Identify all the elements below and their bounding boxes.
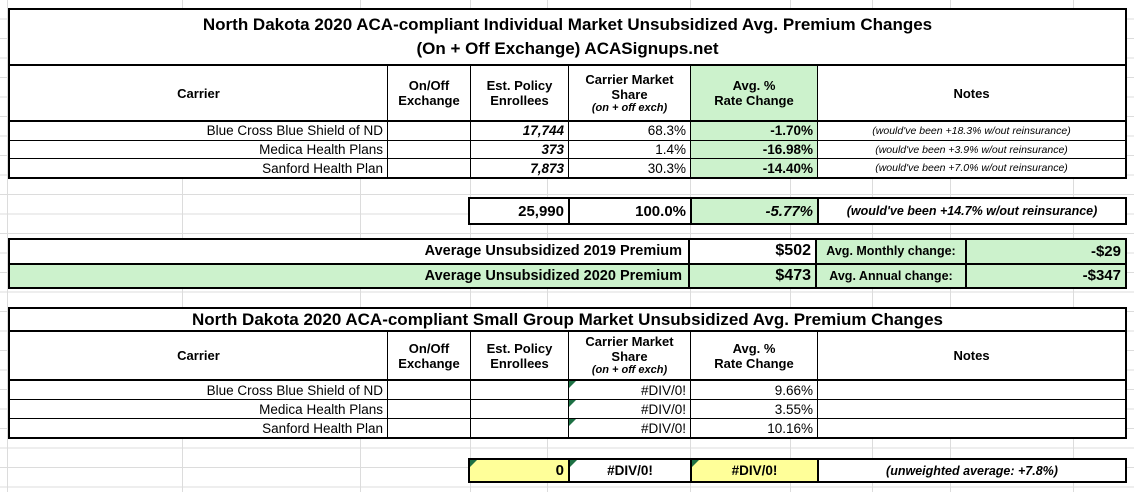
cell-rate-change[interactable]: -14.40%: [690, 159, 817, 177]
cell-carrier[interactable]: Blue Cross Blue Shield of ND: [206, 123, 383, 139]
cell-enrollees[interactable]: [470, 419, 568, 437]
individual-table-title-line1: North Dakota 2020 ACA-compliant Individual Market Unsubsidized Avg. Premium Changes: [202, 15, 933, 34]
cell-carrier[interactable]: Medica Health Plans: [259, 401, 383, 417]
table-row: [10, 159, 1125, 177]
premium-2019-value[interactable]: $502: [688, 240, 815, 263]
cell-exchange[interactable]: [387, 141, 470, 159]
cell-exchange[interactable]: [387, 381, 470, 399]
cell-note[interactable]: (would've been +7.0% w/out reinsurance): [817, 159, 1125, 177]
total-note[interactable]: (would've been +14.7% w/out reinsurance): [817, 199, 1125, 223]
cell-note[interactable]: (would've been +3.9% w/out reinsurance): [817, 141, 1125, 159]
premium-2020-value[interactable]: $473: [688, 265, 815, 288]
cell-carrier[interactable]: Sanford Health Plan: [262, 160, 383, 176]
error-triangle-icon: [569, 381, 576, 388]
annual-change-value[interactable]: -$347: [965, 265, 1125, 288]
small-group-header-row: [10, 332, 1125, 381]
total-enrollees[interactable]: 0: [470, 460, 568, 481]
cell-market-share[interactable]: 1.4%: [568, 141, 690, 159]
header-avg-rate-change[interactable]: Avg. % Rate Change: [690, 66, 817, 120]
small-group-total-row: [468, 458, 1127, 483]
header-avg-rate-change[interactable]: Avg. % Rate Change: [690, 332, 817, 379]
total-enrollees[interactable]: 25,990: [518, 202, 564, 220]
error-triangle-icon: [569, 419, 576, 426]
total-market-share-error[interactable]: #DIV/0!: [568, 460, 690, 481]
annual-change-row: [817, 265, 1125, 288]
cell-carrier[interactable]: Blue Cross Blue Shield of ND: [206, 382, 383, 398]
table-row: [10, 141, 1125, 160]
cell-exchange[interactable]: [387, 400, 470, 418]
individual-table-header-row: [10, 66, 1125, 122]
header-est-policy-enrollees[interactable]: Est. Policy Enrollees: [470, 332, 568, 379]
cell-rate-change[interactable]: -16.98%: [690, 141, 817, 159]
premium-2019-row: [10, 240, 815, 265]
cell-rate-change[interactable]: 3.55%: [690, 400, 817, 418]
small-group-table: [8, 307, 1127, 439]
cell-exchange[interactable]: [387, 122, 470, 140]
header-carrier[interactable]: Carrier: [177, 85, 220, 101]
cell-market-share[interactable]: 68.3%: [568, 122, 690, 140]
monthly-change-value[interactable]: -$29: [965, 240, 1125, 263]
cell-enrollees[interactable]: 17,744: [470, 122, 568, 140]
header-notes[interactable]: Notes: [817, 332, 1125, 379]
cell-enrollees[interactable]: [470, 381, 568, 399]
cell-market-share-error[interactable]: #DIV/0!: [568, 400, 690, 418]
cell-note[interactable]: [817, 400, 1125, 418]
header-notes[interactable]: Notes: [817, 66, 1125, 120]
error-triangle-icon: [569, 400, 576, 407]
premium-2020-row: [10, 265, 815, 288]
header-on-off-exchange[interactable]: On/Off Exchange: [387, 332, 470, 379]
cell-note[interactable]: (would've been +18.3% w/out reinsurance): [817, 122, 1125, 140]
header-carrier-market-share[interactable]: Carrier Market Share (on + off exch): [568, 66, 690, 120]
premium-summary-box: [8, 238, 817, 289]
error-triangle-icon: [692, 460, 699, 467]
table-row: [10, 419, 1125, 437]
error-triangle-icon: [470, 460, 477, 467]
individual-total-row: [468, 197, 1127, 225]
cell-note[interactable]: [817, 381, 1125, 399]
cell-enrollees[interactable]: 7,873: [470, 159, 568, 177]
header-on-off-exchange[interactable]: On/Off Exchange: [387, 66, 470, 120]
cell-rate-change[interactable]: 10.16%: [690, 419, 817, 437]
total-rate-change[interactable]: -5.77%: [690, 199, 817, 223]
total-note[interactable]: (unweighted average: +7.8%): [817, 460, 1125, 481]
cell-exchange[interactable]: [387, 419, 470, 437]
individual-market-table: [8, 8, 1127, 179]
premium-2020-label[interactable]: Average Unsubsidized 2020 Premium: [424, 267, 682, 284]
total-market-share[interactable]: 100.0%: [568, 199, 690, 223]
individual-table-title-line2: (On + Off Exchange) ACASignups.net: [416, 39, 719, 58]
table-row: [10, 400, 1125, 419]
total-rate-change-error[interactable]: #DIV/0!: [690, 460, 817, 481]
error-triangle-icon: [570, 460, 577, 467]
cell-note[interactable]: [817, 419, 1125, 437]
cell-carrier[interactable]: Medica Health Plans: [259, 142, 383, 157]
header-carrier-market-share[interactable]: Carrier Market Share (on + off exch): [568, 332, 690, 379]
cell-market-share-error[interactable]: #DIV/0!: [568, 381, 690, 399]
cell-enrollees[interactable]: 373: [470, 141, 568, 159]
premium-2019-label[interactable]: Average Unsubsidized 2019 Premium: [424, 243, 682, 260]
header-est-policy-enrollees[interactable]: Est. Policy Enrollees: [470, 66, 568, 120]
premium-change-box: [815, 238, 1127, 289]
header-carrier[interactable]: Carrier: [177, 348, 220, 363]
individual-table-title[interactable]: [10, 10, 1125, 66]
table-row: [10, 122, 1125, 141]
monthly-change-label[interactable]: Avg. Monthly change:: [826, 244, 956, 259]
cell-market-share[interactable]: 30.3%: [568, 159, 690, 177]
cell-exchange[interactable]: [387, 159, 470, 177]
cell-enrollees[interactable]: [470, 400, 568, 418]
monthly-change-row: [817, 240, 1125, 265]
annual-change-label[interactable]: Avg. Annual change:: [829, 268, 953, 283]
cell-carrier[interactable]: Sanford Health Plan: [262, 420, 383, 436]
cell-rate-change[interactable]: -1.70%: [690, 122, 817, 140]
cell-market-share-error[interactable]: #DIV/0!: [568, 419, 690, 437]
cell-rate-change[interactable]: 9.66%: [690, 381, 817, 399]
small-group-table-title[interactable]: North Dakota 2020 ACA-compliant Small Group Market Unsubsidized Avg. Premium Changes: [10, 309, 1125, 332]
table-row: [10, 381, 1125, 400]
